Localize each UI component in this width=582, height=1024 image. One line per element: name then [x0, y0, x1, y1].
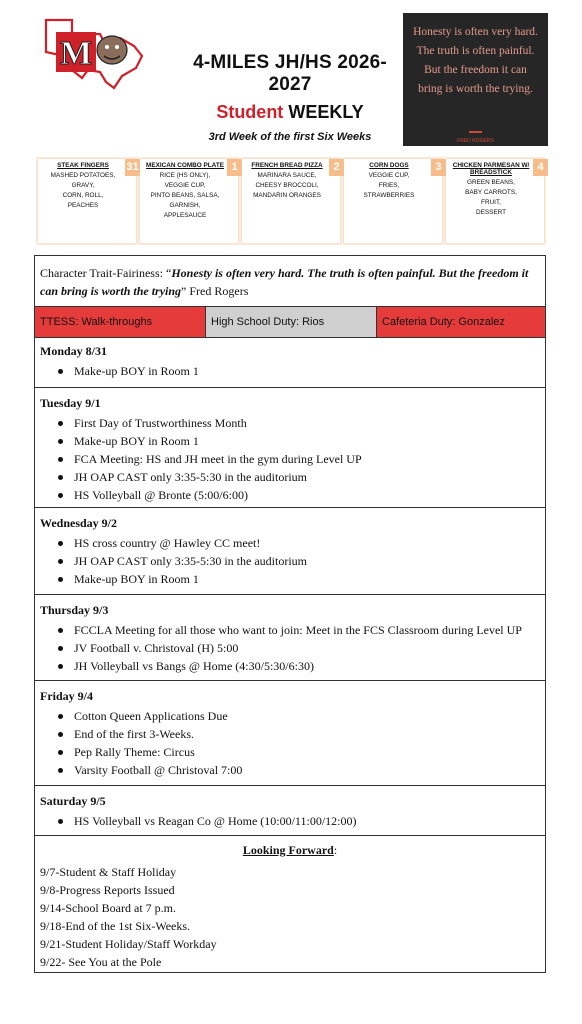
newsletter-title-black: WEEKLY	[288, 102, 364, 122]
day-items	[50, 414, 362, 504]
quote-box-text: Honesty is often very hard. The truth is often painful. But the freedom it can bring is worth the trying.	[413, 26, 538, 95]
list-item: 9/18-End of the 1st Six-Weeks.	[40, 919, 191, 933]
day-title: Tuesday 9/1	[40, 396, 101, 410]
list-item: 9/8-Progress Reports Issued	[40, 883, 175, 897]
menu-item-sides	[448, 178, 534, 218]
menu-line: PINTO BEANS, SALSA,	[150, 192, 220, 199]
list-item: HS Volleyball @ Bronte (5:00/6:00)	[50, 486, 362, 504]
list-item: JH OAP CAST only 3:35-5:30 in the auditorium	[50, 468, 362, 486]
weekly-schedule	[34, 255, 546, 973]
list-item: Cotton Queen Applications Due	[50, 707, 242, 725]
quote-divider	[469, 131, 482, 133]
menu-item	[38, 159, 139, 243]
looking-forward-colon: :	[333, 843, 338, 857]
looking-forward-title-text: Looking Forward	[242, 843, 334, 857]
list-item: Varsity Football @ Christoval 7:00	[50, 761, 242, 779]
looking-forward-list	[40, 863, 217, 971]
menu-item-title: CHICKEN PARMESAN W/ BREADSTICK	[452, 162, 530, 176]
logo-letter: M	[59, 35, 93, 72]
day-section-saturday	[35, 786, 545, 836]
day-items	[50, 534, 307, 588]
menu-line: GRAVY,	[71, 182, 95, 189]
menu-line: GARNISH,	[169, 202, 201, 209]
menu-item-title: CORN DOGS	[369, 162, 409, 169]
header	[0, 0, 582, 150]
menu-day-badge: 4	[533, 159, 548, 176]
menu-item-sides	[346, 171, 432, 201]
school-logo	[38, 12, 148, 90]
list-item: First Day of Trustworthiness Month	[50, 414, 362, 432]
newsletter-title-red: Student	[216, 102, 284, 122]
day-title: Wednesday 9/2	[40, 516, 118, 530]
menu-line: STRAWBERRIES	[363, 192, 415, 199]
menu-line: CORN, ROLL,	[62, 192, 104, 199]
ttess-duty: TTESS: Walk-throughs	[35, 307, 205, 337]
menu-line: CHEESY BROCCOLI,	[255, 182, 319, 189]
day-items	[50, 362, 199, 380]
list-item: 9/22- See You at the Pole	[40, 955, 162, 969]
menu-line: FRIES,	[378, 182, 400, 189]
menu-item-sides	[40, 171, 126, 211]
menu-line: MARINARA SAUCE,	[257, 172, 317, 179]
lunch-menu	[36, 157, 546, 245]
menu-line: GREEN BEANS,	[467, 179, 515, 186]
list-item: Make-up BOY in Room 1	[50, 362, 199, 380]
list-item: FCA Meeting: HS and JH meet in the gym during Level UP	[50, 450, 362, 468]
title-block	[175, 52, 405, 143]
list-item: JV Football v. Christoval (H) 5:00	[50, 639, 522, 657]
looking-forward-section	[35, 836, 545, 972]
duty-row	[35, 306, 545, 338]
day-title: Saturday 9/5	[40, 794, 106, 808]
day-title: Thursday 9/3	[40, 603, 109, 617]
quote-box	[403, 13, 548, 146]
menu-line: VEGGIE CUP,	[164, 182, 206, 189]
character-trait-quote: Honesty is often very hard. The truth is often painful. But the freedom it can bring is worth the trying	[40, 266, 529, 298]
looking-forward-title	[35, 843, 545, 858]
character-trait	[40, 264, 540, 300]
menu-day-badge: 1	[227, 159, 242, 176]
menu-item-title: STEAK FINGERS	[57, 162, 109, 169]
day-section-tuesday	[35, 388, 545, 508]
list-item: JH Volleyball vs Bangs @ Home (4:30/5:30/6:30)	[50, 657, 522, 675]
menu-line: MASHED POTATOES,	[50, 172, 116, 179]
menu-line: DESSERT	[475, 209, 507, 216]
list-item: Make-up BOY in Room 1	[50, 432, 362, 450]
menu-item-title: MEXICAN COMBO PLATE	[146, 162, 224, 169]
list-item: HS cross country @ Hawley CC meet!	[50, 534, 307, 552]
list-item: Make-up BOY in Room 1	[50, 570, 307, 588]
menu-line: VEGGIE CUP,	[368, 172, 410, 179]
day-section-friday	[35, 681, 545, 786]
day-title: Friday 9/4	[40, 689, 93, 703]
menu-line: BABY CARROTS,	[465, 189, 517, 196]
newsletter-title	[175, 102, 405, 123]
menu-line: APPLESAUCE	[163, 212, 207, 219]
school-title: 4-MILES JH/HS 2026-2027	[193, 52, 387, 95]
list-item: Pep Rally Theme: Circus	[50, 743, 242, 761]
day-section-thursday	[35, 595, 545, 681]
list-item: HS Volleyball vs Reagan Co @ Home (10:00/11:00/12:00)	[50, 812, 356, 830]
cafeteria-duty: Cafeteria Duty: Gonzalez	[377, 307, 545, 337]
menu-item-sides	[244, 171, 330, 201]
list-item: FCCLA Meeting for all those who want to join: Meet in the FCS Classroom during Level UP	[50, 621, 522, 639]
menu-day-badge: 2	[329, 159, 344, 176]
menu-item	[242, 159, 340, 243]
high-school-duty: High School Duty: Rios	[205, 307, 377, 337]
menu-day-badge: 31	[125, 159, 140, 176]
week-label: 3rd Week of the first Six Weeks	[208, 131, 372, 143]
day-items	[50, 707, 242, 779]
list-item: End of the first 3-Weeks.	[50, 725, 242, 743]
day-items	[50, 621, 522, 675]
quote-box-author: FRED ROGERS	[457, 138, 494, 144]
menu-day-badge: 3	[431, 159, 446, 176]
list-item: 9/7-Student & Staff Holiday	[40, 865, 177, 879]
character-trait-attribution: ” Fred Rogers	[181, 284, 249, 298]
list-item: 9/14-School Board at 7 p.m.	[40, 901, 176, 915]
day-section-wednesday	[35, 508, 545, 595]
menu-item	[344, 159, 442, 243]
menu-item-sides	[142, 171, 228, 221]
day-section-monday	[35, 336, 545, 388]
menu-line: FRUIT,	[481, 199, 501, 206]
menu-line: RICE (HS ONLY),	[159, 172, 211, 179]
day-items	[50, 812, 356, 830]
list-item: 9/21-Student Holiday/Staff Workday	[40, 937, 217, 951]
menu-line: PEACHES	[67, 202, 99, 209]
list-item: JH OAP CAST only 3:35-5:30 in the auditorium	[50, 552, 307, 570]
day-title: Monday 8/31	[40, 344, 108, 358]
menu-item	[140, 159, 238, 243]
menu-item-title: FRENCH BREAD PIZZA	[251, 162, 323, 169]
character-trait-label: Character Trait-Fairiness: “	[40, 266, 172, 280]
menu-item	[446, 159, 544, 243]
menu-line: MANDARIN ORANGES	[253, 192, 321, 199]
